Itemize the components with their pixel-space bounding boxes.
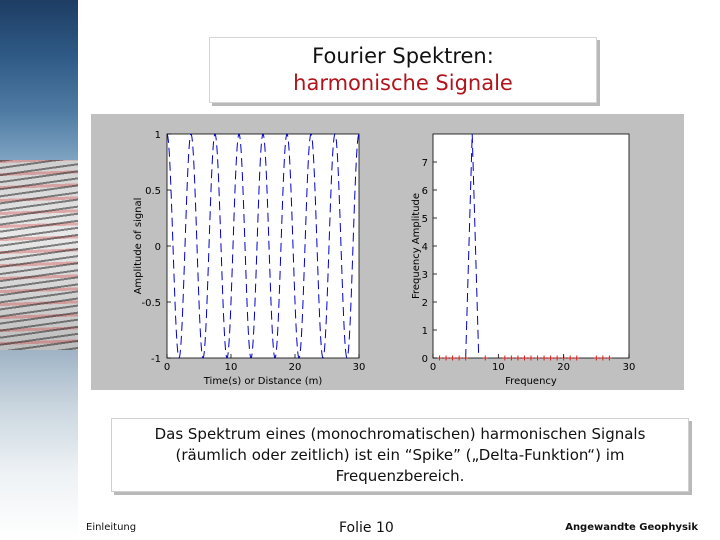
- signal-xlabel: Time(s) or Distance (m): [203, 376, 323, 387]
- decorative-image-strip: [0, 0, 78, 540]
- footer-department: Angewandte Geophysik: [565, 522, 698, 533]
- caption: [111, 418, 689, 492]
- signal-ytick-label: 0.5: [145, 186, 161, 197]
- spectrum-ytick-label: 5: [421, 214, 428, 225]
- spectrum-ylabel: Frequency Amplitude: [411, 192, 422, 300]
- signal-xtick-label: 10: [224, 362, 238, 373]
- figure-canvas: [91, 114, 684, 390]
- caption-line-1: Das Spektrum eines (monochromatischen) harmonischen Signals: [154, 425, 646, 443]
- spectrum-ytick-label: 6: [421, 186, 428, 197]
- spectrum-xtick-label: 0: [429, 362, 437, 373]
- signal-ytick-label: 0: [154, 242, 161, 253]
- spectrum-ytick-label: 2: [421, 298, 428, 309]
- spectrum-axes: [433, 134, 629, 358]
- signal-ytick-label: 1: [154, 130, 161, 141]
- title-line-2: harmonische Signale: [293, 71, 513, 95]
- signal-xtick-label: 20: [288, 362, 302, 373]
- matlab-figure: [91, 114, 684, 390]
- signal-ytick-label: -1: [151, 354, 161, 365]
- signal-ytick-label: -0.5: [141, 298, 161, 309]
- signal-axes: [167, 134, 359, 358]
- spectrum-ytick-label: 7: [421, 158, 428, 169]
- spectrum-xtick-label: 30: [622, 362, 636, 373]
- spectrum-xlabel: Frequency: [505, 376, 557, 387]
- footer-section: Einleitung: [86, 522, 137, 533]
- seismic-section-image: [0, 160, 78, 350]
- caption-line-3: Frequenzbereich.: [335, 467, 465, 485]
- signal-xtick-label: 0: [163, 362, 171, 373]
- signal-ylabel: Amplitude of signal: [133, 197, 144, 295]
- spectrum-xtick-label: 20: [557, 362, 571, 373]
- caption-line-2: (räumlich oder zeitlich) ist ein “Spike” („Delta-Funktion“) im: [175, 446, 625, 464]
- signal-xtick-label: 30: [352, 362, 366, 373]
- spectrum-xtick-label: 10: [491, 362, 505, 373]
- spectrum-ytick-label: 0: [421, 354, 428, 365]
- spectrum-ytick-label: 1: [421, 326, 428, 337]
- ship-photo: [0, 0, 78, 160]
- footer-slide-number: Folie 10: [339, 520, 394, 536]
- field-crew-photo: [0, 350, 78, 540]
- spectrum-ytick-label: 4: [421, 242, 428, 253]
- slide-title: [209, 37, 597, 103]
- title-line-1: Fourier Spektren:: [312, 44, 494, 68]
- spectrum-ytick-label: 3: [421, 270, 428, 281]
